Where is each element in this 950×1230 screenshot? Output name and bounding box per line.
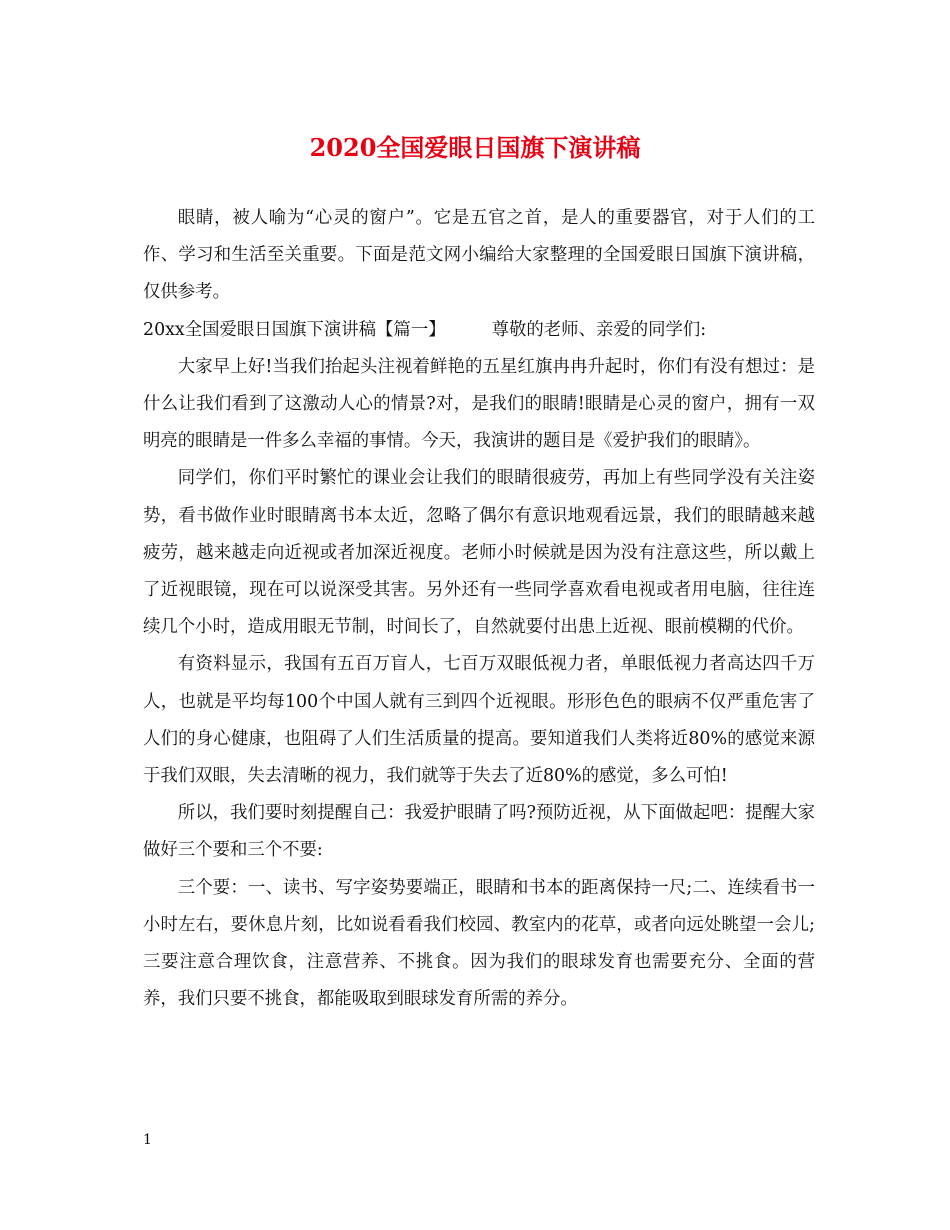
body-paragraph-1: 大家早上好!当我们抬起头注视着鲜艳的五星红旗冉冉升起时，你们有没有想过：是什么让我们看到了这激动人心的情景?对，是我们的眼睛!眼睛是心灵的窗户，拥有一双明亮的眼睛是一件多么幸福的事情。今天，我演讲的题目是《爱护我们的眼睛》。 [143,356,815,452]
salutation: 尊敬的老师、亲爱的同学们: [491,319,707,340]
document-body [143,200,815,1018]
document-title: 2020全国爱眼日国旗下演讲稿 [309,133,641,162]
body-paragraph-2: 同学们，你们平时繁忙的课业会让我们的眼睛很疲劳，再加上有些同学没有关注姿势，看书做作业时眼睛离书本太近，忽略了偶尔有意识地观看远景，我们的眼睛越来越疲劳，越来越走向近视或者加深近视度。老师小时候就是因为没有注意这些，所以戴上了近视眼镜，现在可以说深受其害。另外还有一些同学喜欢看电视或者用电脑，往往连续几个小时，造成用眼无节制，时间长了，自然就要付出患上近视、眼前模糊的代价。 [143,468,815,638]
section-heading: 20xx全国爱眼日国旗下演讲稿【篇一】 [143,319,446,340]
body-paragraph-5: 三个要：一、读书、写字姿势要端正，眼睛和书本的距离保持一尺;二、连续看书一小时左右，要休息片刻，比如说看看我们校园、教室内的花草，或者向远处眺望一会儿;三要注意合理饮食，注意营养、不挑食。因为我们的眼球发育也需要充分、全面的营养，我们只要不挑食，都能吸取到眼球发育所需的养分。 [143,877,815,1010]
page-number: 1 [143,1132,152,1148]
section-heading-line [143,312,815,349]
intro-paragraph: 眼睛，被人喻为“心灵的窗户”。它是五官之首，是人的重要器官，对于人们的工作、学习和生活至关重要。下面是范文网小编给大家整理的全国爱眼日国旗下演讲稿，仅供参考。 [143,208,815,303]
body-paragraph-4: 所以，我们要时刻提醒自己：我爱护眼睛了吗?预防近视，从下面做起吧：提醒大家做好三个要和三个不要: [143,803,815,861]
body-paragraph-3: 有资料显示，我国有五百万盲人，七百万双眼低视力者，单眼低视力者高达四千万人，也就是平均每100个中国人就有三到四个近视眼。形形色色的眼病不仅严重危害了人们的身心健康，也阻碍了人们生活质量的提高。要知道我们人类将近80%的感觉来源于我们双眼，失去清晰的视力，我们就等于失去了近80%的感觉，多么可怕! [143,654,815,787]
